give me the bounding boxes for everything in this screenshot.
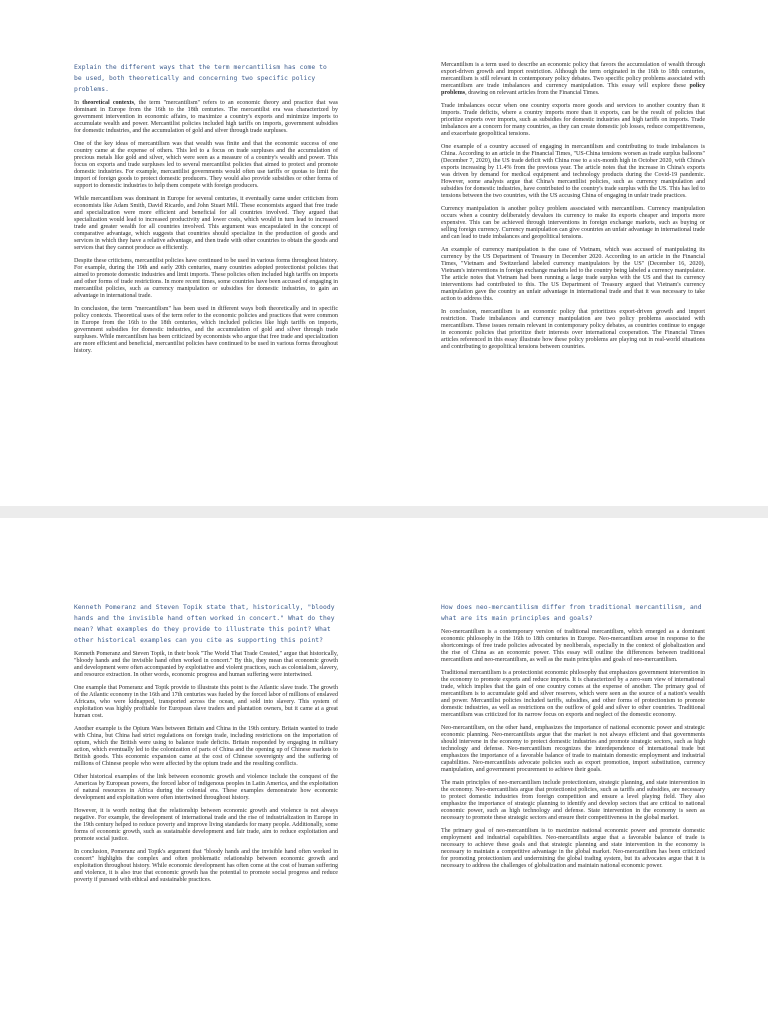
- paragraph-text: , drawing on relevant articles from the Financial Times.: [465, 90, 600, 96]
- paragraph: While mercantilism was dominant in Europe for several centuries, it eventually came under criticism from economists like Adam Smith, David Ricardo, and John Stuart Mill. These economists argued that free trade and specialization were more efficient and beneficial for all countries involved. They argued that specialization would lead to increased productivity and lower costs, which would in turn lead to increased trade and greater wealth for all countries involved. This argument was encapsulated in the concept of comparative advantage, which suggests that countries should specialize in the production of goods and services in which they have a relative advantage, and then trade with other countries to obtain the goods and services that they cannot produce as efficiently.: [74, 196, 338, 251]
- paragraph: Another example is the Opium Wars between Britain and China in the 19th century. Britain wanted to trade with China, but China had strict regulations on foreign trade, including restrictions on the importation of opium, which the British were using to balance trade deficits. Britain responded by engaging in military action, which eventually led to the colonization of parts of China and the opening up of Chinese markets to British goods. This economic expansion came at the cost of Chinese sovereignty and the suffering of millions of Chinese people who were affected by the opium trade and the resulting conflicts.: [74, 726, 338, 767]
- page-1-right-column: [441, 62, 705, 357]
- paragraph: Currency manipulation is another policy problem associated with mercantilism. Currency manipulation occurs when a country deliberately devalues its currency to make its exports cheaper and imports more expensive. This can be achieved through interventions in foreign exchange markets, such as buying or selling foreign currency. Currency manipulation can give countries an unfair advantage in international trade and can lead to trade imbalances and geopolitical tensions.: [441, 206, 705, 240]
- paragraph: The main principles of neo-mercantilism include protectionism, strategic planning, and state intervention in the economy. Neo-mercantilists argue that protectionist policies, such as tariffs and subsidies, are necessary to protect domestic industries from foreign competition and ensure a level playing field. They also emphasize the importance of strategic planning to identify and develop sectors that are critical to national economic power, such as high technology and defense. State intervention in the economy is seen as necessary to promote these strategic sectors and ensure their competitiveness in the global market.: [441, 780, 705, 821]
- paragraph: One of the key ideas of mercantilism was that wealth was finite and that the economic success of one country came at the expense of others. This led to a focus on trade surpluses and the accumulation of precious metals like gold and silver, which were seen as a measure of a country's wealth and power. This focus on exports and trade surpluses led to several mercantilist policies that aimed to protect and promote domestic industries. For example, mercantilist governments would often use tariffs or quotas to limit the import of foreign goods to protect domestic producers. They would also provide subsidies or other forms of support to domestic industries to help them compete with foreign producers.: [74, 141, 338, 189]
- paragraph: In conclusion, the term "mercantilism" has been used in different ways both theoretically and in specific policy contexts. Theoretical uses of the term refer to the economic policies and practices that were common in Europe from the 16th to the 18th centuries, which included policies like high tariffs on imports, government subsidies for domestic industries, and the accumulation of gold and silver through trade surpluses. While mercantilism has been criticized by economists who argue that free trade and specialization are more efficient and beneficial, mercantilist policies have continued to be used in various forms throughout history.: [74, 306, 338, 354]
- paragraph-text: , the term "mercantilism" refers to an economic theory and practice that was dominant in Europe from the 16th to the 18th centuries. The mercantilist era was characterized by government intervention in economic affairs, to maximize a country's exports and minimize imports to accumulate wealth and power. Mercantilist policies included high tariffs on imports, government subsidies for domestic industries, and the accumulation of gold and silver through trade surpluses.: [74, 100, 339, 134]
- paragraph: One example of a country accused of engaging in mercantilism and contributing to trade imbalances is China. According to an article in the Financial Times, "US-China tensions worsen as trade surplus balloons" (December 7, 2020), the US trade deficit with China rose to a six-month high in October 2020, with China's exports increasing by 11.4% from the previous year. The article notes that the increase in China's exports was driven by demand for medical equipment and technology products during the Covid-19 pandemic. However, some analysts argue that China's mercantilist policies, such as currency manipulation and subsidies for domestic industries, have contributed to the country's trade surplus with the US. This has led to tensions between the two countries, with the US accusing China of engaging in unfair trade practices.: [441, 144, 705, 199]
- page-2-left-column: [74, 602, 338, 890]
- paragraph: Trade imbalances occur when one country exports more goods and services to another country than it imports. Trade deficits, where a country imports more than it exports, can be the result of policies that prioritize exports over imports, such as subsidies for domestic industries and high tariffs on imports. Trade imbalances are a concern for many countries, as they can create domestic job losses, reduce competitiveness, and exacerbate geopolitical tensions.: [441, 103, 705, 137]
- essay-question: Explain the different ways that the term mercantilism has come to be used, both theoretically and concerning two specific policy problems.: [74, 64, 327, 93]
- paragraph-text: Mercantilism is a term used to describe an economic policy that favors the accumulation of wealth through export-driven growth and import restriction. Although the term originated in the 16th to 18th centuries, mercantilism is still relevant in contemporary policy debates. Two specific policy problems associated with mercantilism are trade imbalances and currency manipulation. This essay will explore these: [441, 62, 705, 89]
- page-separator: [0, 506, 768, 518]
- paragraph: The primary goal of neo-mercantilism is to maximize national economic power and promote domestic employment and industrial capabilities. Neo-mercantilists argue that a favorable balance of trade is necessary to achieve these goals and that strategic planning and state intervention in the economy is necessary to maintain a competitive advantage in the global market. Neo-mercantilism has been criticized for promoting protectionism and undermining the global trading system, but its advocates argue that it is necessary to address the challenges of globalization and maintain national economic power.: [441, 828, 705, 869]
- essay-question: How does neo-mercantilism differ from traditional mercantilism, and what are its main principles and goals?: [441, 604, 702, 622]
- paragraph: In conclusion, Pomeranz and Topik's argument that "bloody hands and the invisible hand often worked in concert" highlights the complex and often problematic relationship between economic growth and exploitation throughout history. While economic development has often come at the cost of human suffering and violence, it is also true that economic growth has the potential to promote social progress and reduce poverty if pursued with ethical and sustainable practices.: [74, 849, 338, 883]
- paragraph: However, it is worth noting that the relationship between economic growth and violence is not always negative. For example, the development of international trade and the rise of industrialization in Europe in the 19th century helped to reduce poverty and improve living standards for many people. Additionally, some forms of economic growth, such as sustainable development and fair trade, aim to reduce exploitation and promote social justice.: [74, 808, 338, 842]
- page-2-right-column: [441, 602, 705, 876]
- paragraph: In theoretical contexts, the term "mercantilism" refers to an economic theory and practice that was dominant in Europe from the 16th to the 18th centuries. The mercantilist era was characterized by government intervention in economic affairs, to maximize a country's exports and minimize imports to accumulate wealth and power. Mercantilist policies included high tariffs on imports, government subsidies for domestic industries, and the accumulation of gold and silver through trade surpluses.: [74, 100, 339, 134]
- paragraph: [441, 62, 705, 97]
- paragraph: Kenneth Pomeranz and Steven Topik, in their book "The World That Trade Created," argue that historically, "bloody hands and the invisible hand often worked in concert." By this, they mean that economic growth and development were often accompanied by exploitative and violent practices, such as colonialism, slavery, and resource extraction. In other words, economic progress and human suffering were intertwined.: [74, 651, 338, 678]
- paragraph: Despite these criticisms, mercantilist policies have continued to be used in various forms throughout history. For example, during the 19th and early 20th centuries, many countries adopted protectionist policies that aimed to promote domestic industries and limit imports. These policies often included high tariffs on imports and other forms of trade restrictions. In more recent times, some countries have been accused of engaging in mercantilist policies, such as currency manipulation or subsidies for domestic industries, to gain an advantage in international trade.: [74, 258, 338, 299]
- bold-term: policy problems: [441, 83, 705, 96]
- document-page-1: [0, 0, 768, 506]
- document-page-2: [0, 518, 768, 1024]
- page-1-left-column: [74, 62, 338, 361]
- paragraph: In conclusion, mercantilism is an economic policy that prioritizes export-driven growth and import restriction. Trade imbalances and currency manipulation are two policy problems associated with mercantilism. These issues remain relevant in contemporary policy debates, as countries continue to engage in economic policies that prioritize their interests over international cooperation. The Financial Times articles referenced in this essay illustrate how these policy problems are playing out in real-world situations and contributing to geopolitical tensions between countries.: [441, 309, 705, 350]
- bold-term: theoretical contexts: [82, 100, 134, 106]
- paragraph: One example that Pomeranz and Topik provide to illustrate this point is the Atlantic slave trade. The growth of the Atlantic economy in the 16th and 17th centuries was fueled by the forced labor of millions of enslaved Africans, who were kidnapped, transported across the ocean, and sold into slavery. This system of exploitation was highly profitable for European slave traders and plantation owners, but it came at a great human cost.: [74, 685, 338, 719]
- paragraph: Neo-mercantilism, on the other hand, emphasizes the importance of national economic power and strategic economic planning. Neo-mercantilists argue that the market is not always efficient and that governments should intervene in the economy to protect domestic industries and promote strategic sectors, such as high technology and defense. Neo-mercantilism recognizes the interdependence of international trade but emphasizes the importance of a favorable balance of trade to maintain domestic employment and industrial capabilities. Neo-mercantilists advocate policies such as export promotion, import substitution, currency manipulation, and government procurement to achieve their goals.: [441, 725, 705, 773]
- essay-question: Kenneth Pomeranz and Steven Topik state that, historically, "bloody hands and the invisible hand often worked in concert." What do they mean? What examples do they provide to illustrate this point? What other historical examples can you cite as supporting this point?: [74, 604, 335, 644]
- paragraph: Other historical examples of the link between economic growth and violence include the conquest of the Americas by European powers, the forced labor of indigenous peoples in Latin America, and the exploitation of natural resources in Africa during the colonial era. These examples demonstrate how economic development and exploitation were often intertwined throughout history.: [74, 774, 338, 801]
- paragraph: An example of currency manipulation is the case of Vietnam, which was accused of manipulating its currency by the US Department of Treasury in December 2020. According to an article in the Financial Times, "Vietnam and Switzerland labeled currency manipulators by the US" (December 16, 2020), Vietnam's interventions in foreign exchange markets led to the country being labeled a currency manipulator. The article notes that Vietnam had been running a large trade surplus with the US and that its currency interventions had contributed to this. The US Department of Treasury argued that Vietnam's currency manipulation gave the country an unfair advantage in international trade and that it was necessary to take action to address this.: [441, 247, 705, 302]
- paragraph: Traditional mercantilism is a protectionist economic philosophy that emphasizes government intervention in the economy to promote exports and reduce imports. It is characterized by a zero-sum view of international trade, which implies that the gain of one country comes at the expense of another. The primary goal of mercantilism is to accumulate gold and silver reserves, which were seen as the source of a nation's wealth and power. Mercantilist policies included tariffs, subsidies, and other forms of protectionism to promote domestic industries, as well as restrictions on the outflow of gold and silver to other countries. Traditional mercantilism was criticized for its narrow focus on exports and neglect of the domestic economy.: [441, 670, 705, 718]
- paragraph: Neo-mercantilism is a contemporary version of traditional mercantilism, which emerged as a dominant economic philosophy in the 16th to 18th centuries in Europe. Neo-mercantilism arose in response to the shortcomings of free trade policies advocated by neoliberals, especially in the context of globalization and the rise of China as an economic power. This essay will outline the differences between traditional mercantilism and neo-mercantilism, as well as the main principles and goals of neo-mercantilism.: [441, 629, 705, 663]
